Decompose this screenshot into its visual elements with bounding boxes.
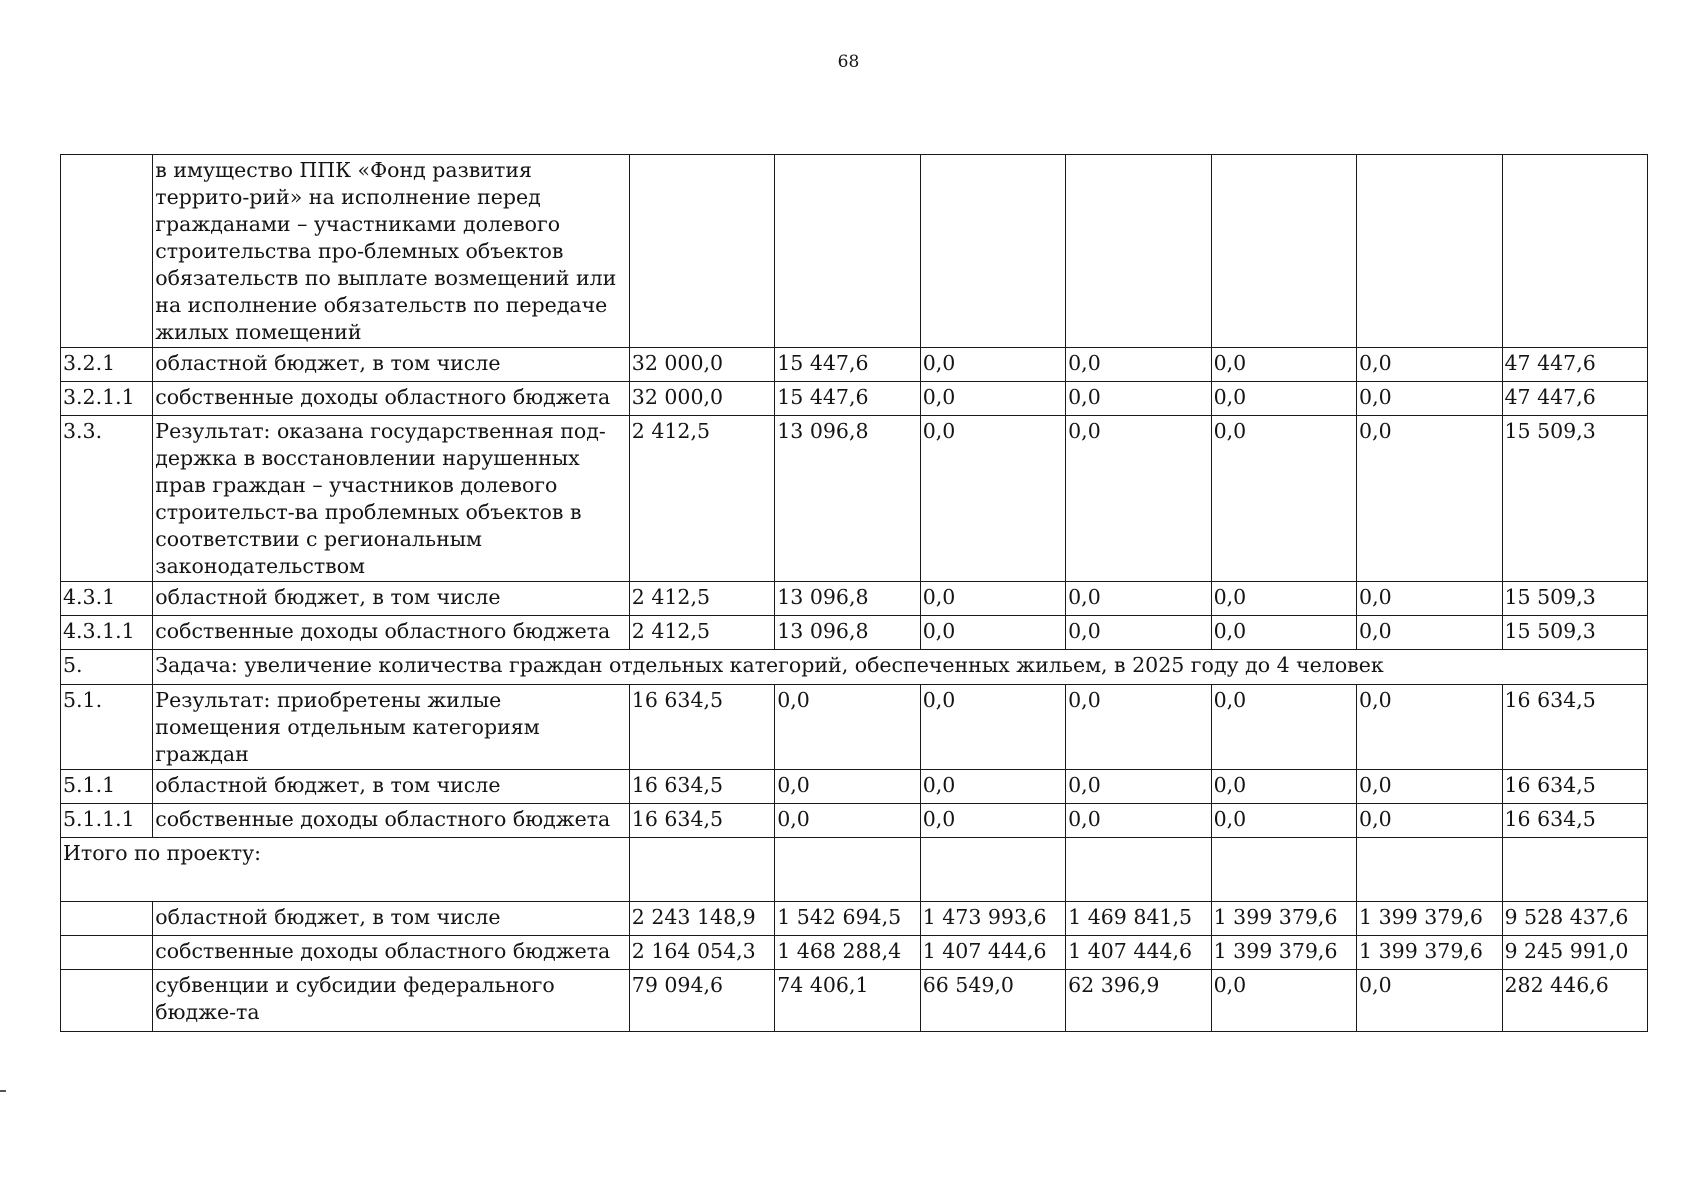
value-cell-4: 0,0 [1066,685,1211,770]
value-cell-3: 0,0 [920,804,1065,838]
value-cell-2: 0,0 [775,804,920,838]
total-cell: 47 447,6 [1502,382,1648,416]
value-cell-3: 0,0 [920,416,1065,582]
value-cell-4: 1 469 841,5 [1066,902,1211,936]
value-cell-6: 0,0 [1357,348,1502,382]
description-cell: Результат: оказана государственная под-держка в восстановлении нарушенных прав граждан – участников долевого строительст-ва проблемных объектов в соответствии с региональным законодательством [153,416,630,582]
scan-edge-mark [0,1090,6,1092]
code-cell: 3.2.1.1 [61,382,153,416]
table-row [61,804,1648,838]
value-cell-5 [1211,155,1356,348]
description-cell: областной бюджет, в том числе [153,582,630,616]
description-cell: областной бюджет, в том числе [153,770,630,804]
value-cell-3: 1 473 993,6 [920,902,1065,936]
value-cell-2 [775,155,920,348]
value-cell-3: 0,0 [920,685,1065,770]
value-cell-5 [1211,838,1356,902]
value-cell-1: 16 634,5 [629,685,774,770]
value-cell-1: 32 000,0 [629,382,774,416]
value-cell-6: 0,0 [1357,970,1502,1032]
value-cell-3: 0,0 [920,582,1065,616]
value-cell-1: 32 000,0 [629,348,774,382]
value-cell-6: 0,0 [1357,582,1502,616]
table-row [61,770,1648,804]
value-cell-5: 0,0 [1211,416,1356,582]
total-cell: 16 634,5 [1502,770,1648,804]
value-cell-2: 0,0 [775,685,920,770]
total-cell: 16 634,5 [1502,685,1648,770]
total-cell: 15 509,3 [1502,582,1648,616]
value-cell-6: 0,0 [1357,685,1502,770]
value-cell-4: 0,0 [1066,416,1211,582]
page-number: 68 [837,52,860,72]
value-cell-5: 0,0 [1211,616,1356,650]
total-cell: 9 245 991,0 [1502,936,1648,970]
value-cell-3 [920,155,1065,348]
table-row [61,970,1648,1032]
value-cell-2: 0,0 [775,770,920,804]
table-row [61,650,1648,685]
code-cell: 3.2.1 [61,348,153,382]
value-cell-1: 2 412,5 [629,616,774,650]
total-cell: 282 446,6 [1502,970,1648,1032]
value-cell-2 [775,838,920,902]
description-cell: собственные доходы областного бюджета [153,936,630,970]
code-cell: 5.1. [61,685,153,770]
value-cell-5: 0,0 [1211,970,1356,1032]
description-cell: областной бюджет, в том числе [153,348,630,382]
table-row [61,582,1648,616]
description-cell: собственные доходы областного бюджета [153,382,630,416]
value-cell-5: 1 399 379,6 [1211,936,1356,970]
table-row [61,936,1648,970]
value-cell-1: 2 412,5 [629,582,774,616]
value-cell-4: 1 407 444,6 [1066,936,1211,970]
value-cell-3: 1 407 444,6 [920,936,1065,970]
value-cell-3: 0,0 [920,382,1065,416]
value-cell-3: 0,0 [920,616,1065,650]
value-cell-6: 0,0 [1357,416,1502,582]
total-cell: 47 447,6 [1502,348,1648,382]
value-cell-1: 2 243 148,9 [629,902,774,936]
table-row [61,348,1648,382]
code-cell: 3.3. [61,416,153,582]
total-cell: 9 528 437,6 [1502,902,1648,936]
total-cell [1502,838,1648,902]
description-cell: субвенции и субсидии федерального бюдже-та [153,970,630,1032]
value-cell-2: 1 468 288,4 [775,936,920,970]
value-cell-1: 16 634,5 [629,770,774,804]
description-cell: собственные доходы областного бюджета [153,804,630,838]
value-cell-4: 62 396,9 [1066,970,1211,1032]
value-cell-2: 13 096,8 [775,416,920,582]
table-row [61,685,1648,770]
total-cell [1502,155,1648,348]
table-row [61,382,1648,416]
value-cell-4: 0,0 [1066,770,1211,804]
task-description-cell: Задача: увеличение количества граждан отдельных категорий, обеспеченных жильем, в 2025 году до 4 человек [153,650,1648,685]
table-row [61,416,1648,582]
budget-table [60,154,1648,1032]
value-cell-6 [1357,838,1502,902]
value-cell-5: 0,0 [1211,804,1356,838]
code-cell [61,970,153,1032]
value-cell-4: 0,0 [1066,804,1211,838]
value-cell-5: 1 399 379,6 [1211,902,1356,936]
value-cell-1 [629,838,774,902]
code-cell [61,936,153,970]
value-cell-1: 16 634,5 [629,804,774,838]
value-cell-6 [1357,155,1502,348]
description-cell: собственные доходы областного бюджета [153,616,630,650]
total-cell: 16 634,5 [1502,804,1648,838]
value-cell-5: 0,0 [1211,348,1356,382]
value-cell-4: 0,0 [1066,616,1211,650]
total-cell: 15 509,3 [1502,616,1648,650]
value-cell-5: 0,0 [1211,685,1356,770]
value-cell-3: 0,0 [920,348,1065,382]
value-cell-6: 1 399 379,6 [1357,902,1502,936]
value-cell-2: 1 542 694,5 [775,902,920,936]
code-cell: 4.3.1.1 [61,616,153,650]
value-cell-1: 2 164 054,3 [629,936,774,970]
value-cell-1: 2 412,5 [629,416,774,582]
table-row [61,902,1648,936]
code-cell: 5.1.1 [61,770,153,804]
value-cell-6: 0,0 [1357,382,1502,416]
value-cell-5: 0,0 [1211,382,1356,416]
value-cell-3: 66 549,0 [920,970,1065,1032]
value-cell-2: 74 406,1 [775,970,920,1032]
description-cell: областной бюджет, в том числе [153,902,630,936]
value-cell-4: 0,0 [1066,382,1211,416]
code-cell [61,155,153,348]
code-cell: 5. [61,650,153,685]
table-row [61,838,1648,902]
code-cell [61,902,153,936]
value-cell-6: 0,0 [1357,804,1502,838]
table-row [61,616,1648,650]
description-cell: Результат: приобретены жилые помещения отдельным категориям граждан [153,685,630,770]
value-cell-2: 15 447,6 [775,348,920,382]
code-cell: 5.1.1.1 [61,804,153,838]
value-cell-3 [920,838,1065,902]
value-cell-4 [1066,838,1211,902]
value-cell-3: 0,0 [920,770,1065,804]
value-cell-2: 13 096,8 [775,616,920,650]
value-cell-4: 0,0 [1066,348,1211,382]
value-cell-2: 13 096,8 [775,582,920,616]
total-label-cell: Итого по проекту: [61,838,630,902]
value-cell-1: 79 094,6 [629,970,774,1032]
value-cell-5: 0,0 [1211,770,1356,804]
value-cell-6: 0,0 [1357,770,1502,804]
description-cell: в имущество ППК «Фонд развития террито-рий» на исполнение перед гражданами – участниками долевого строительства про-блемных объектов обязательств по выплате возмещений или на исполнение обязательств по передаче жилых помещений [153,155,630,348]
value-cell-1 [629,155,774,348]
table-row [61,155,1648,348]
code-cell: 4.3.1 [61,582,153,616]
value-cell-5: 0,0 [1211,582,1356,616]
total-cell: 15 509,3 [1502,416,1648,582]
value-cell-4 [1066,155,1211,348]
budget-table-body [61,155,1648,1032]
value-cell-4: 0,0 [1066,582,1211,616]
value-cell-6: 1 399 379,6 [1357,936,1502,970]
value-cell-6: 0,0 [1357,616,1502,650]
value-cell-2: 15 447,6 [775,382,920,416]
